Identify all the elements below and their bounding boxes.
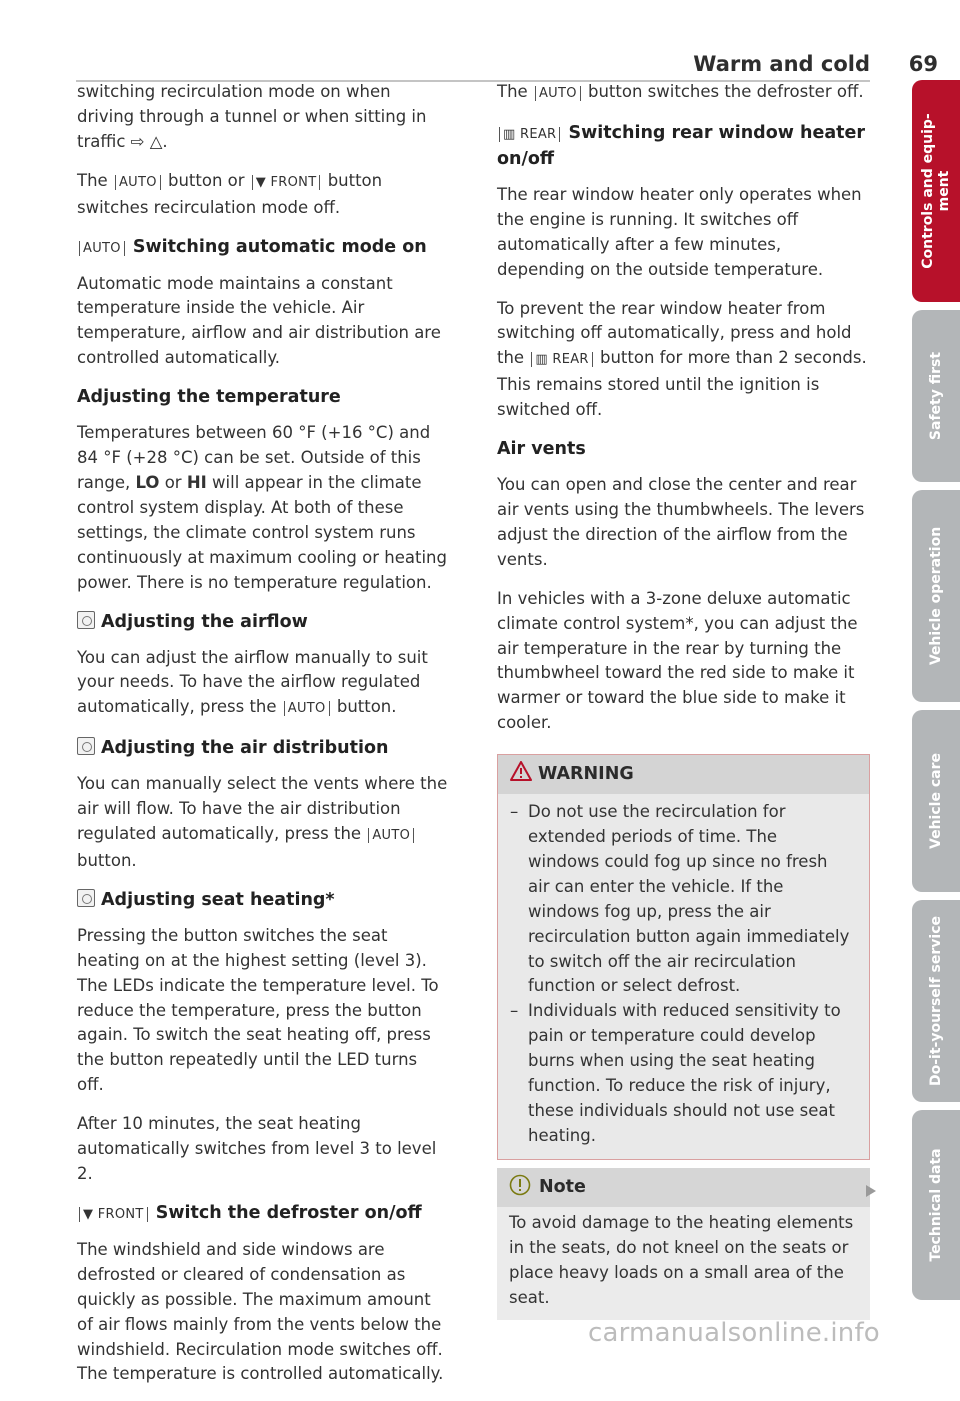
heading-text: Adjusting the air distribution	[101, 738, 389, 759]
tab-vehicle-care[interactable]	[912, 710, 960, 892]
heading-text: Adjusting the airflow	[101, 611, 308, 632]
defroster-text: The windshield and side windows are defrosted or cleared of condensation as quickly as possible. The maximum amount of air flows mainly from the vents below the windshield. Recirculation mode switches off. The temperature is controlled automatically.	[77, 1239, 444, 1384]
tab-label: Do-it-yourself service	[928, 916, 944, 1087]
right-column	[497, 80, 870, 1320]
air-distribution-icon	[77, 737, 95, 755]
note-header	[497, 1168, 870, 1207]
heading-rear-window	[497, 121, 870, 172]
seat-heating-text-2: After 10 minutes, the seat heating automatically switches from level 3 to level 2.	[77, 1114, 437, 1183]
auto-key: AUTO	[79, 241, 125, 256]
heading-airflow	[77, 610, 449, 635]
rear-window-text: The rear window heater only operates when the engine is running. It switches off automatically after a few minutes, depending on the outside temperature.	[497, 184, 862, 279]
text-fragment: button for more than 2 seconds. This remains stored until the ignition is switched off.	[497, 348, 867, 420]
text-fragment: button or	[168, 170, 245, 190]
temperature-text	[77, 421, 449, 595]
hi-label: HI	[186, 472, 207, 492]
warning-body	[498, 794, 869, 1159]
rear-key: ▥ REAR	[531, 352, 592, 367]
text-fragment: You can manually select the vents where the air will flow. To have the air distribution regulated automatically, press the	[77, 774, 448, 844]
heading-text: Switch the defroster on/off	[155, 1202, 422, 1223]
heading-text: Switching automatic mode on	[132, 236, 427, 257]
warning-item: – Individuals with reduced sensitivity to pain or temperature could develop burns when using the seat heating function. To reduce the risk of injury, these individuals should not use seat heating.	[510, 999, 853, 1148]
recirculation-off-text	[77, 169, 449, 221]
text-fragment: button.	[77, 850, 137, 870]
fan-icon	[77, 611, 95, 629]
tab-controls-and-equipment[interactable]	[912, 80, 960, 302]
page-header	[498, 52, 940, 78]
front-key: ▼ FRONT	[79, 1207, 148, 1222]
heading-defroster	[77, 1201, 449, 1227]
tab-label: Technical data	[928, 1148, 944, 1262]
auto-key: AUTO	[115, 175, 161, 190]
tab-label: Vehicle care	[928, 753, 944, 849]
heading-temperature: Adjusting the temperature	[77, 387, 341, 408]
airflow-text	[77, 646, 449, 723]
seat-heating-text: Pressing the button switches the seat heating on at the highest setting (level 3). The LEDs indicate the temperature level. To reduce the temperature, press the button again. To switch the seat heating off, press the button repeatedly until the LED turns off.	[77, 925, 439, 1095]
section-title: Warm and cold	[693, 52, 870, 76]
tab-label: Safety first	[928, 351, 944, 441]
auto-key: AUTO	[368, 828, 414, 843]
warning-box	[497, 754, 870, 1160]
warning-header	[498, 755, 869, 794]
text-fragment: To prevent the rear window heater from switching off automatically, press and hold the	[497, 298, 852, 368]
left-column	[77, 80, 449, 1401]
text-fragment: button.	[336, 697, 397, 717]
text-fragment: The	[77, 170, 108, 190]
tab-do-it-yourself-service[interactable]	[912, 900, 960, 1102]
lo-label: LO	[135, 472, 160, 492]
rear-key: ▥ REAR	[499, 127, 560, 142]
warning-icon	[510, 761, 532, 781]
air-distribution-text	[77, 772, 449, 874]
defroster-off-text	[497, 80, 870, 107]
front-key: ▼ FRONT	[252, 175, 321, 190]
heading-text: Adjusting seat heating*	[101, 889, 335, 910]
air-vents-text-2: In vehicles with a 3-zone deluxe automatic climate control system*, you can adjust the air temperature in the rear by turning the thumbwheel toward the red side to make it warmer or toward the blue side to make it cooler.	[497, 588, 858, 733]
air-vents-text: You can open and close the center and rear air vents using the thumbwheels. The levers adjust the direction of the airflow from the vents.	[497, 475, 865, 569]
warning-title: WARNING	[538, 764, 634, 785]
auto-key: AUTO	[535, 86, 581, 101]
text-fragment: button switches recirculation mode off.	[77, 170, 383, 217]
tab-safety-first[interactable]	[912, 310, 960, 482]
seat-heating-icon	[77, 889, 95, 907]
heading-air-vents: Air vents	[497, 439, 586, 460]
tab-label: Controls and equip- ment	[920, 113, 952, 269]
automatic-mode-text: Automatic mode maintains a constant temperature inside the vehicle. Air temperature, airflow and air distribution are controlled automatically.	[77, 273, 441, 368]
text-fragment: You can adjust the airflow manually to suit your needs. To have the airflow regulated automatically, press the	[77, 647, 428, 717]
recirculation-text: switching recirculation mode on when driving through a tunnel or when sitting in traffic ⇨ △.	[77, 82, 427, 151]
note-icon	[509, 1174, 531, 1196]
note-box	[497, 1168, 870, 1321]
heading-seat-heating	[77, 888, 449, 913]
note-title: Note	[539, 1176, 586, 1197]
rear-window-text-2	[497, 297, 870, 424]
text-fragment: or	[164, 472, 182, 492]
tab-label: Vehicle operation	[928, 526, 944, 666]
text-fragment: button switches the defroster off.	[588, 82, 864, 101]
continue-arrow-icon	[866, 1185, 876, 1197]
heading-text: Switching rear window heater on/off	[497, 122, 865, 169]
watermark: carmanualsonline.info	[588, 1318, 880, 1348]
heading-automatic-mode	[77, 235, 449, 261]
page-number: 69	[908, 52, 938, 76]
tab-vehicle-operation[interactable]	[912, 490, 960, 702]
warning-item: – Do not use the recirculation for extended periods of time. The windows could fog up since no fresh air can enter the vehicle. If the windows fog up, press the air recirculation button again immediately to switch off the air recirculation function or select defrost.	[510, 800, 853, 999]
text-fragment: The	[497, 82, 528, 101]
note-body: To avoid damage to the heating elements in the seats, do not kneel on the seats or place heavy loads on a small area of the seat.	[509, 1212, 854, 1307]
tab-technical-data[interactable]	[912, 1110, 960, 1300]
auto-key: AUTO	[284, 701, 330, 716]
text-fragment: Temperatures between 60 °F (+16 °C) and 84 °F (+28 °C) can be set. Outside of this range,	[77, 423, 431, 492]
text-fragment: will appear in the climate control system display. At both of these settings, the climate control system runs continuously at maximum cooling or heating power. There is no temperature regulation.	[77, 472, 447, 592]
heading-air-distribution	[77, 736, 449, 761]
